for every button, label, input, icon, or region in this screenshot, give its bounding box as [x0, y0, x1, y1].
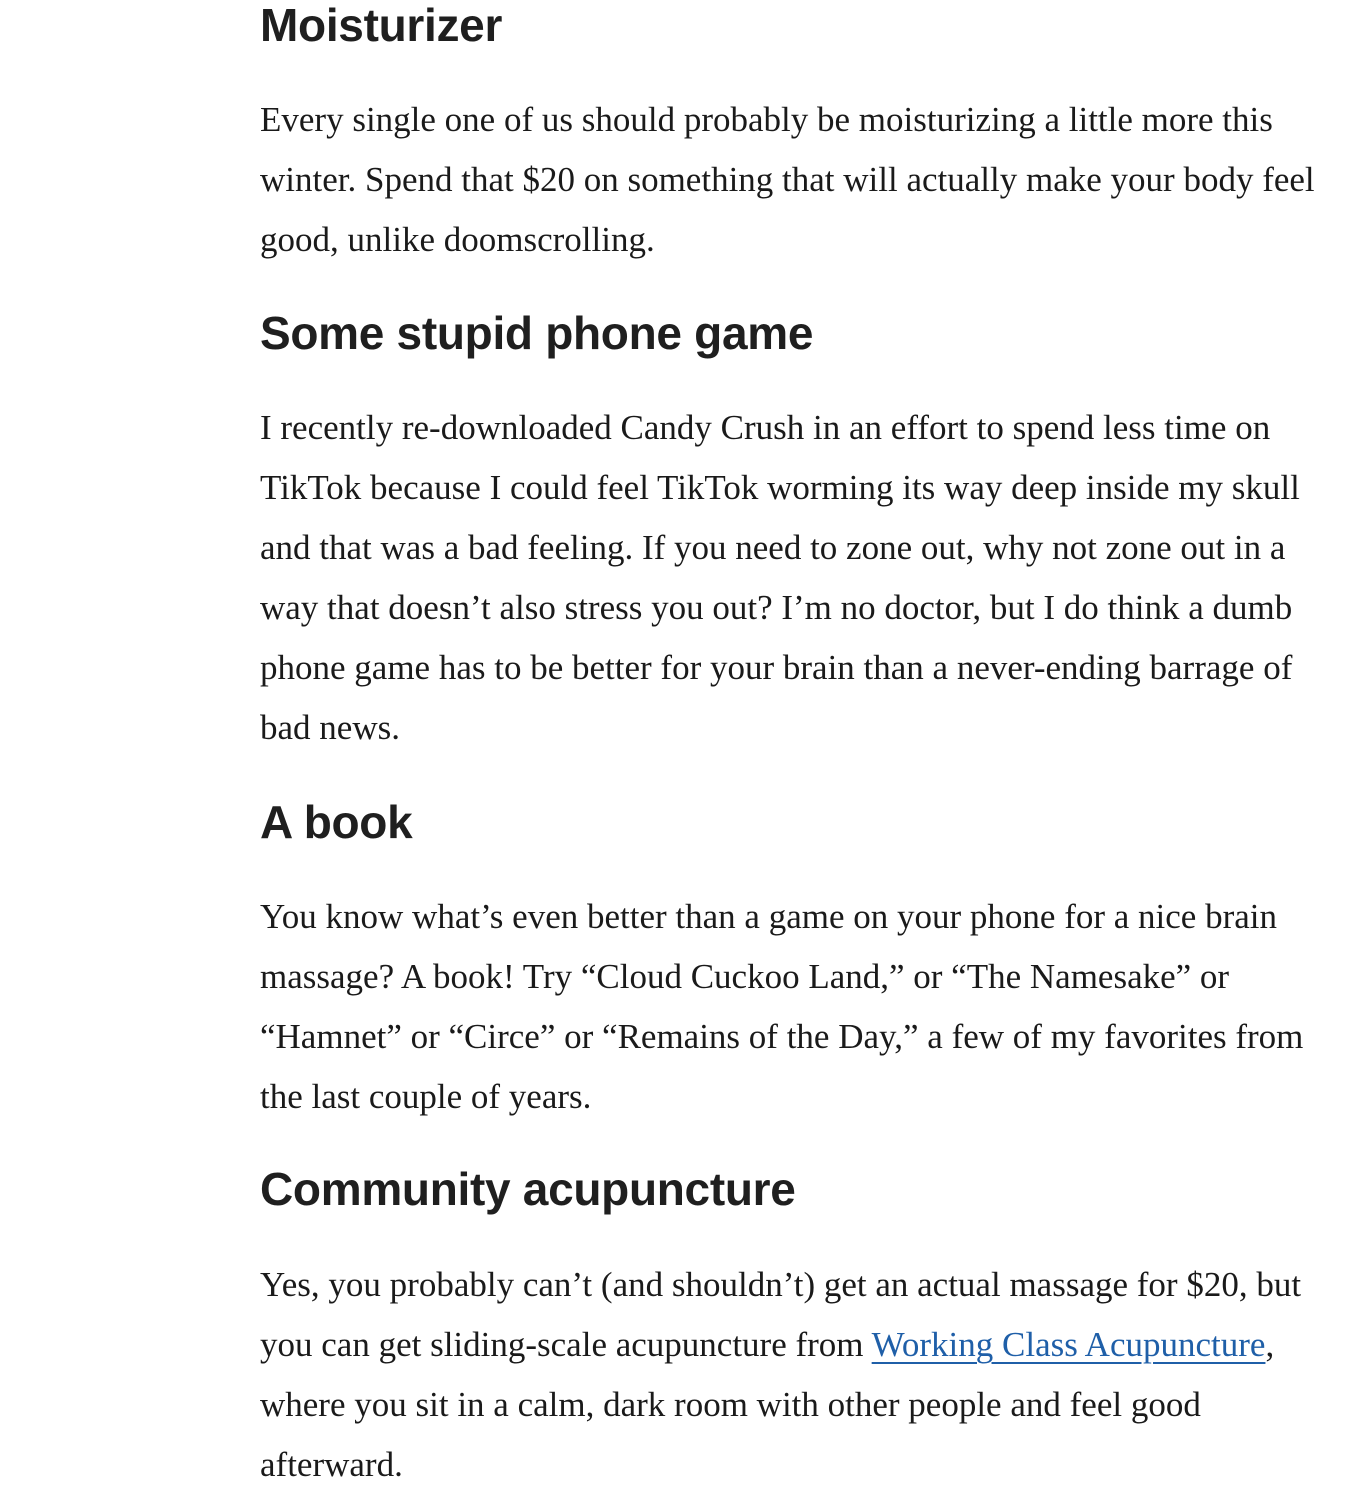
section-paragraph-phone-game: I recently re-downloaded Candy Crush in an effort to spend less time on TikTok because I could feel TikTok worming its way deep inside my skull and that was a bad feeling. If you need to zone out, why not zone out in a way that doesn’t also stress you out? I’m no doctor, but I do think a dumb phone game has to be better for your brain than a never-ending barrage of bad news. [260, 408, 1300, 747]
section-heading-acupuncture: Community acupuncture [260, 1163, 796, 1215]
paragraph-text-before-link: Yes, you probably can’t (and shouldn’t) get an actual massage for $20, but you can get sliding-scale acupuncture from [260, 1265, 1302, 1364]
section-heading-book: A book [260, 796, 413, 848]
section-heading-moisturizer: Moisturizer [260, 0, 503, 51]
section-paragraph-acupuncture [260, 1255, 1340, 1495]
working-class-acupuncture-link[interactable]: Working Class Acupuncture [871, 1325, 1266, 1364]
section-paragraph-moisturizer: Every single one of us should probably be moisturizing a little more this winter. Spend that $20 on something that will actually make your body feel good, unlike doomscrolling. [260, 100, 1315, 259]
section-heading-phone-game: Some stupid phone game [260, 307, 814, 359]
section-paragraph-book: You know what’s even better than a game on your phone for a nice brain massage? A book! Try “Cloud Cuckoo Land,” or “The Namesake” or “Hamnet” or “Circe” or “Remains of the Day,” a few of my favorites from the last couple of years. [260, 897, 1304, 1116]
paragraph-text-after-link: , where you sit in a calm, dark room with other people and feel good afterward. [260, 1325, 1275, 1484]
